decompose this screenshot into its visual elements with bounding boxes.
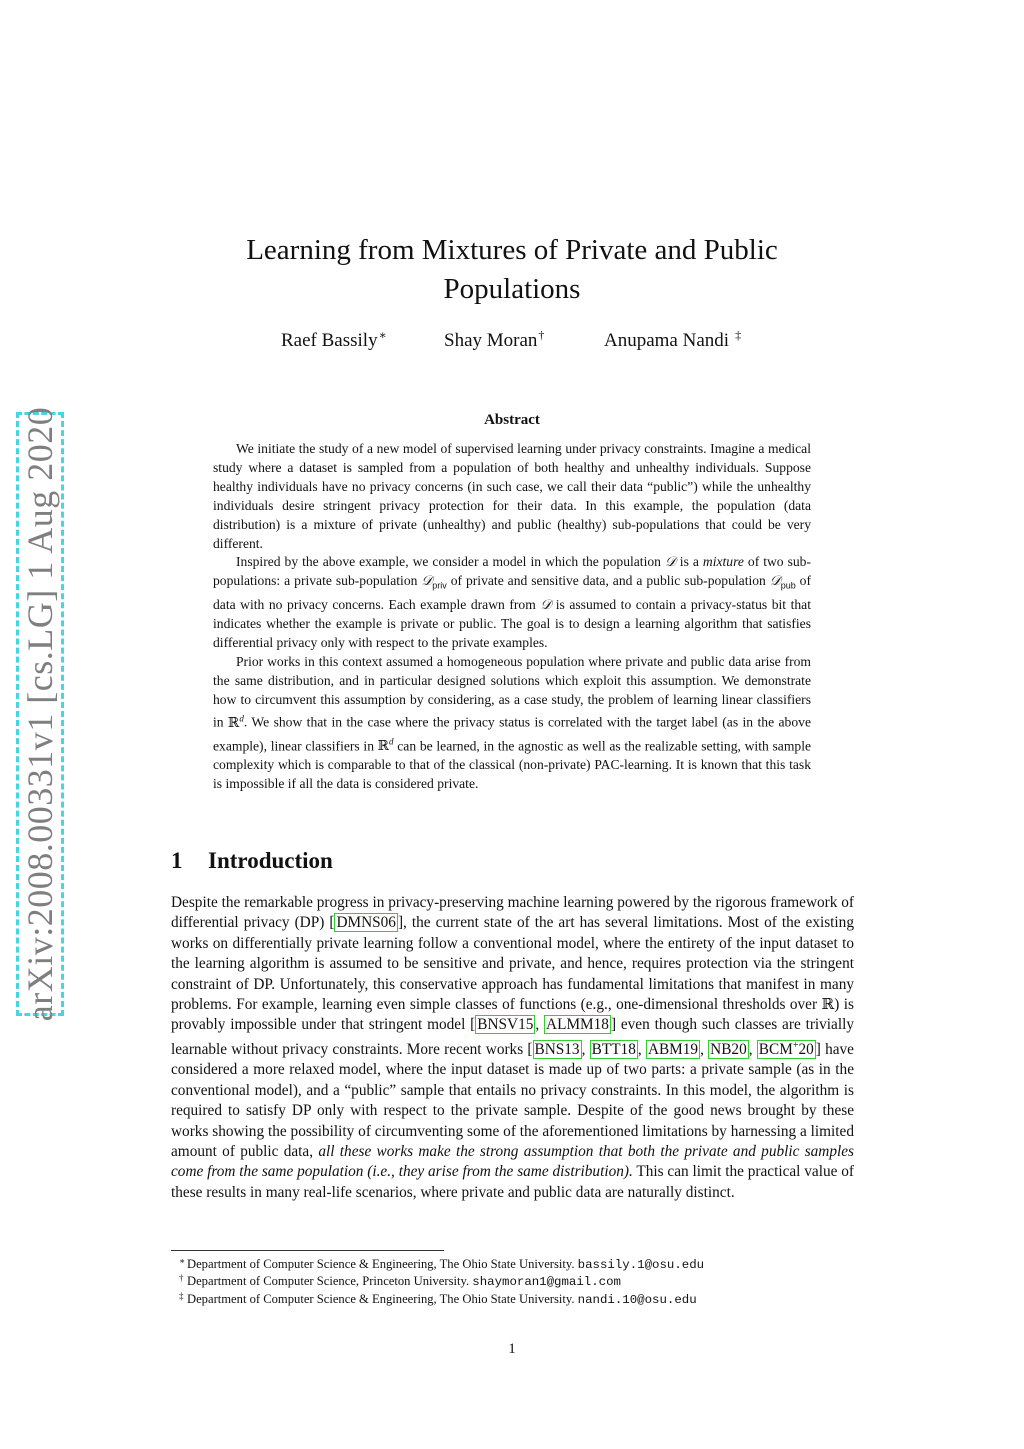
introduction-body — [171, 893, 854, 1203]
footnote-affiliation: Department of Computer Science & Engineering, The Ohio State University. — [187, 1257, 578, 1271]
author-footnote-mark[interactable]: ‡ — [735, 328, 742, 342]
author-name: Anupama Nandi — [604, 330, 730, 351]
abstract-body — [213, 440, 811, 794]
abstract-paragraph-3: Prior works in this context assumed a homogeneous population where private and public data arise from the same distribution, and in particular designed solutions which exploit this assumption. We demonstrate how to circumvent this assumption by considering, as a case study, the problem of learning linear classifiers in ℝ$^d$. We show that in the case where the privacy status is correlated with the target label (as in the above example), linear classifiers in ℝ$^d$ can be learned, in the agnostic as well as the realizable setting, with sample complexity which is comparable to that of the classical (non-private) PAC-learning. It is known that this task is impossible if all the data is considered private. — [213, 653, 812, 792]
email-link[interactable]: nandi.10@osu.edu — [577, 1292, 697, 1307]
citation-link[interactable]: BNSV15 — [477, 1016, 534, 1034]
symbol-real-d: ℝ$^d$ — [228, 713, 244, 730]
footnotes — [179, 1256, 705, 1308]
footnote-3 — [179, 1290, 704, 1308]
author-name: Raef Bassily — [281, 330, 378, 351]
paper-title: Learning from Mixtures of Private and Public Populations — [246, 234, 778, 305]
introduction-paragraph: Despite the remarkable progress in privacy-preserving machine learning powered by the rigorous framework of differential privacy (DP) [ DMNS06 ], the current state of the art has several limitations. Most of the existing works on differentially private learning follow a conventional model, where the entirety of the input dataset to the learning algorithm is assumed to be sensitive and private, and hence, requires protection via the stringent constraint of DP. Unfortunately, this conservative approach has fundamental limitations that manifest in many problems. For example, learning even simple classes of functions (e.g., one-dimensional thresholds over ℝ) is provably impossible under that stringent model [ BNSV15 , ALMM18 ] even though such classes are trivially learnable without privacy constraints. More recent works [ BNS13 , BTT18 , ABM19 , NB20 , BCM+20 ] have considered a more relaxed model, where the input dataset is made up of two parts: a private sample (as in the conventional model), and a “public” sample that entails no privacy constraints. In this model, the algorithm is required to satisfy DP only with respect to the private sample. Despite of the good news brought by these works showing the possibility of circumventing some of the aforementioned limitations by harnessing a limited amount of public data, all these works make the strong assumption that both the private and public samples come from the same population (i.e., they arise from the same distribution). This can limit the practical value of these results in many real-life scenarios, where private and public data are naturally distinct. — [171, 894, 855, 1201]
author-name: Shay Moran — [444, 330, 538, 351]
section-heading-introduction — [171, 848, 333, 874]
author-list — [0, 328, 1024, 356]
author-footnote-mark[interactable]: ∗ — [378, 328, 387, 342]
page-number: 1 — [508, 1341, 516, 1357]
section-number: 1 — [171, 848, 183, 873]
author-1 — [281, 328, 387, 352]
symbol-population: 𝒟 — [540, 596, 552, 612]
arxiv-id-text: arXiv:2008.00331v1 [cs.LG] 1 Aug 2020 — [20, 406, 60, 1022]
author-2 — [444, 328, 544, 352]
email-link[interactable]: shaymoran1@gmail.com — [472, 1275, 621, 1290]
symbol-population: 𝒟 — [664, 554, 676, 570]
citation-link[interactable]: ABM19 — [647, 1040, 699, 1058]
footnote-affiliation: Department of Computer Science & Engineering, The Ohio State University. — [187, 1291, 578, 1306]
symbol-real-d: ℝ$^d$ — [377, 736, 394, 754]
abstract-paragraph-2: Inspired by the above example, we consider a model in which the population 𝒟 is a mixture of two sub-populations: a private sub-population 𝒟$_{priv}$ of private and sensitive data, and a public sub-population 𝒟$_{pub}$ of data with no privacy concerns. Each example drawn from 𝒟 is assumed to contain a privacy-status bit that indicates whether the example is private or public. The goal is to design a learning algorithm that satisfies differential privacy only with respect to the private examples. — [213, 554, 811, 650]
symbol-real: ℝ — [821, 996, 835, 1014]
footnote-2 — [179, 1273, 704, 1290]
footnote-mark: ‡ — [179, 1290, 184, 1301]
footnote-mark: ∗ — [179, 1256, 186, 1266]
author-3 — [604, 328, 741, 352]
emphasis-mixture: mixture — [702, 554, 744, 570]
abstract-paragraph-1: We initiate the study of a new model of supervised learning under privacy constraints. Imagine a medical study where a dataset is sampled from a population of both healthy and unhealthy individuals. Suppose healthy individuals have no privacy concerns (in such case, we call their data “public”) while the unhealthy individuals desire stringent privacy protection for their data. In this example, the population (data distribution) is a mixture of private (unhealthy) and public (healthy) sub-populations that could be very different. — [213, 441, 811, 551]
symbol-d-pub: 𝒟$_{pub}$ — [769, 573, 796, 592]
arxiv-watermark — [16, 406, 64, 1022]
citation-link[interactable]: NB20 — [710, 1040, 747, 1058]
citation-link[interactable]: DMNS06 — [336, 914, 396, 932]
citation-link[interactable]: BNS13 — [534, 1040, 580, 1058]
email-link[interactable]: bassily.1@osu.edu — [577, 1258, 705, 1272]
footnote-divider — [171, 1250, 444, 1251]
section-title: Introduction — [208, 848, 333, 873]
footnote-1 — [179, 1256, 705, 1273]
citation-link[interactable]: ALMM18 — [546, 1016, 609, 1034]
emphasized-assumption: all these works make the strong assumption that both the private and public samples come from the same population (i.e., they arise from the same distribution). — [171, 1142, 854, 1181]
abstract-heading: Abstract — [484, 412, 540, 428]
footnote-affiliation: Department of Computer Science, Princeton University. — [187, 1274, 473, 1289]
symbol-d-priv: 𝒟$_{priv}$ — [421, 573, 447, 592]
footnote-mark: † — [179, 1273, 184, 1284]
citation-link[interactable]: BTT18 — [591, 1040, 636, 1058]
author-footnote-mark[interactable]: † — [538, 328, 545, 342]
citation-link[interactable]: BCM+20 — [758, 1039, 814, 1058]
